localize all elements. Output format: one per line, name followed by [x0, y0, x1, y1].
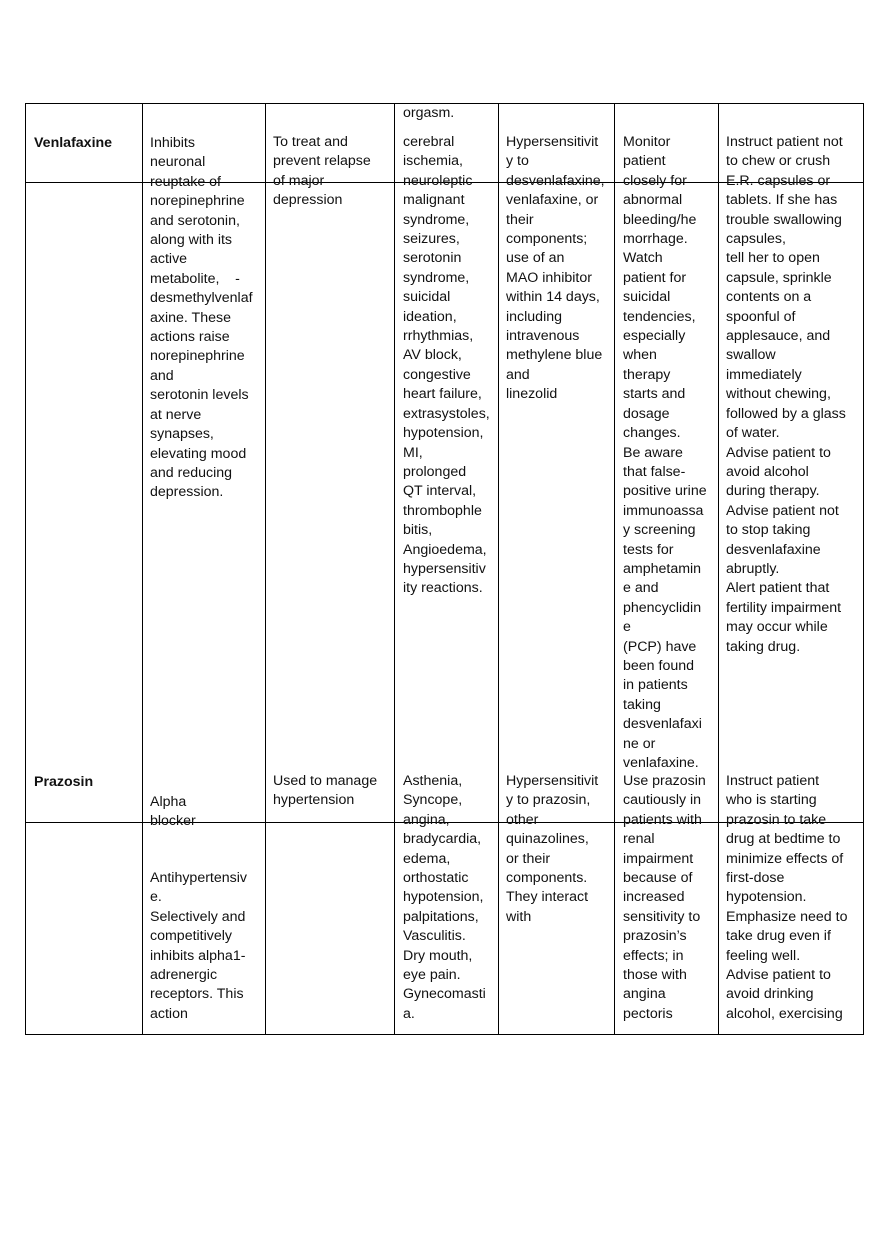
cell-line: especially: [623, 328, 686, 345]
cell-line: angina,: [403, 811, 450, 828]
column-border: [394, 103, 395, 1035]
cell-line: elevating mood: [150, 445, 247, 462]
cell-line: prazosin to take: [726, 811, 827, 828]
cell-line: Hypersensitivit: [506, 134, 599, 150]
cell-line: to stop taking: [726, 522, 811, 539]
cell-line: a.: [403, 1005, 415, 1022]
indication-cell: [273, 133, 371, 211]
cell-line: during therapy.: [726, 483, 820, 500]
cell-line: minimize effects of: [726, 850, 844, 867]
cell-line: their: [506, 211, 534, 228]
cell-line: renal: [623, 831, 655, 848]
cell-line: morrhage.: [623, 231, 688, 248]
cell-line: axine. These: [150, 309, 231, 326]
cell-line: norepinephrine: [150, 193, 245, 210]
cell-line: linezolid: [506, 386, 558, 403]
indication-cell: [273, 772, 377, 811]
cell-line: heart failure,: [403, 386, 482, 403]
cell-line: dosage: [623, 405, 670, 422]
cell-line: hypersensitiv: [403, 560, 486, 577]
cell-line: changes.: [623, 425, 681, 442]
cell-line: feeling well.: [726, 947, 801, 964]
cell-line: metabolite, -: [150, 270, 240, 287]
cell-line: MAO inhibitor: [506, 269, 592, 286]
adverse-effects-cell: [403, 133, 490, 599]
cell-line: neuronal: [150, 154, 206, 171]
cell-line: impairment: [623, 850, 694, 867]
cell-line: inhibits alpha1-: [150, 947, 246, 964]
cell-line: ischemia,: [403, 153, 463, 170]
cell-line: or their: [506, 850, 551, 867]
cell-line: along with its: [150, 232, 233, 249]
cell-line: immediately: [726, 366, 802, 383]
cell-line: syndrome,: [403, 211, 470, 228]
cell-line: Hypersensitivit: [506, 773, 599, 789]
cell-line: swallow: [726, 347, 776, 364]
continued-text: orgasm.: [403, 105, 455, 121]
mechanism-cell: [150, 869, 247, 1024]
cell-line: y screening: [623, 522, 696, 539]
cell-line: bradycardia,: [403, 831, 482, 848]
cell-line: Advise patient to: [726, 444, 831, 461]
cell-line: y to: [506, 153, 529, 170]
cell-line: AV block,: [403, 347, 462, 364]
cell-line: e and: [623, 580, 659, 597]
cell-line: Advise patient not: [726, 502, 839, 519]
cell-line: hypotension,: [403, 889, 484, 906]
cell-line: orthostatic: [403, 870, 469, 887]
cell-line: prevent relapse: [273, 153, 371, 170]
cell-line: extrasystoles,: [403, 405, 490, 422]
cell-line: sensitivity to: [623, 908, 701, 925]
mechanism-cell: [150, 793, 196, 832]
cell-line: prolonged: [403, 463, 467, 480]
cell-line: and: [506, 366, 530, 383]
cell-line: Alpha: [150, 794, 187, 810]
cell-line: patient: [623, 153, 666, 170]
cell-line: to chew or crush: [726, 153, 831, 170]
cell-line: taking: [623, 696, 661, 713]
cell-line: abnormal: [623, 192, 683, 209]
adverse-effects-cell: [403, 772, 486, 1024]
cell-line: palpitations,: [403, 908, 479, 925]
cell-line: e: [623, 619, 631, 636]
contraindications-cell: [506, 772, 598, 927]
cell-line: patients with: [623, 811, 702, 828]
cell-line: ity reactions.: [403, 580, 483, 597]
cell-line: and reducing: [150, 464, 233, 481]
cell-line: because of: [623, 870, 693, 887]
cell-line: venlafaxine.: [623, 755, 699, 771]
cell-line: receptors. This: [150, 986, 244, 1003]
cell-line: seizures,: [403, 231, 460, 248]
cell-line: contents on a: [726, 289, 812, 306]
cell-line: depression: [273, 192, 343, 209]
mechanism-cell: [150, 134, 253, 503]
cell-line: cautiously in: [623, 792, 702, 809]
cell-line: that false-: [623, 463, 686, 480]
cell-line: hypertension: [273, 792, 355, 809]
cell-line: Antihypertensiv: [150, 870, 247, 886]
cell-line: prazosin’s: [623, 928, 687, 945]
cell-line: abruptly.: [726, 560, 780, 577]
cell-line: eye pain.: [403, 967, 461, 984]
cell-line: increased: [623, 889, 685, 906]
cell-line: desvenlafaxine: [726, 541, 821, 558]
cell-line: tests for: [623, 541, 674, 558]
cell-line: Monitor: [623, 134, 671, 150]
cell-line: hypotension.: [726, 889, 807, 906]
cell-line: Vasculitis.: [403, 928, 466, 945]
nursing-considerations-cell: [623, 772, 706, 1024]
cell-line: including: [506, 308, 563, 325]
cell-line: competitively: [150, 928, 233, 945]
cell-line: Alert patient that: [726, 580, 830, 597]
cell-line: Used to manage: [273, 773, 378, 789]
cell-line: amphetamin: [623, 560, 702, 577]
cell-line: tell her to open: [726, 250, 820, 267]
cell-line: serotonin levels: [150, 387, 249, 404]
cell-line: venlafaxine, or: [506, 192, 599, 209]
cell-line: capsules,: [726, 231, 786, 248]
column-border: [142, 103, 143, 1035]
cell-line: fertility impairment: [726, 599, 842, 616]
cell-line: without chewing,: [726, 386, 831, 403]
table-bottom-border: [25, 1034, 864, 1035]
cell-line: action: [150, 1005, 188, 1022]
cell-line: ne or: [623, 735, 656, 752]
cell-line: QT interval,: [403, 483, 477, 500]
cell-line: may occur while: [726, 619, 828, 636]
cell-line: cerebral: [403, 134, 455, 150]
cell-line: norepinephrine: [150, 348, 245, 365]
cell-line: desmethylvenlaf: [150, 290, 253, 307]
cell-line: Dry mouth,: [403, 947, 473, 964]
cell-line: suicidal: [403, 289, 451, 306]
cell-line: y to prazosin,: [506, 792, 591, 809]
cell-line: bitis,: [403, 522, 433, 539]
cell-line: rrhythmias,: [403, 328, 474, 345]
cell-line: of water.: [726, 425, 780, 442]
cell-line: Instruct patient not: [726, 134, 843, 150]
cell-line: actions raise: [150, 329, 230, 346]
cell-line: depression.: [150, 484, 224, 501]
cell-line: first-dose: [726, 870, 785, 887]
cell-line: Angioedema,: [403, 541, 487, 558]
cell-line: drug at bedtime to: [726, 831, 841, 848]
cell-line: syndrome,: [403, 269, 470, 286]
cell-line: closely for: [623, 172, 687, 189]
cell-line: malignant: [403, 192, 465, 209]
cell-line: MI,: [403, 444, 423, 461]
patient-teaching-cell: [726, 772, 847, 1024]
cell-line: E.R. capsules or: [726, 172, 831, 189]
cell-line: taking drug.: [726, 638, 801, 655]
cell-line: components.: [506, 870, 588, 887]
cell-line: synapses,: [150, 426, 214, 443]
cell-line: Selectively and: [150, 908, 246, 925]
cell-line: Asthenia,: [403, 773, 463, 789]
cell-line: Syncope,: [403, 792, 463, 809]
cell-line: applesauce, and: [726, 328, 831, 345]
cell-line: other: [506, 811, 539, 828]
cell-line: (PCP) have: [623, 638, 697, 655]
cell-line: spoonful of: [726, 308, 796, 325]
cell-line: positive urine: [623, 483, 707, 500]
cell-line: They interact: [506, 889, 589, 906]
cell-line: immunoassa: [623, 502, 704, 519]
cell-line: quinazolines,: [506, 831, 589, 848]
cell-line: been found: [623, 657, 695, 674]
cell-line: neuroleptic: [403, 172, 473, 189]
cell-line: with: [506, 908, 532, 925]
cell-line: use of an: [506, 250, 565, 267]
cell-line: capsule, sprinkle: [726, 269, 832, 286]
cell-line: phencyclidin: [623, 599, 702, 616]
column-border: [718, 103, 719, 1035]
cell-line: when: [623, 347, 657, 364]
cell-line: Advise patient to: [726, 967, 831, 984]
cell-line: Watch: [623, 250, 663, 267]
column-border: [498, 103, 499, 1035]
cell-line: Inhibits: [150, 135, 195, 151]
patient-teaching-cell: [726, 133, 846, 657]
cell-line: Instruct patient: [726, 773, 820, 789]
cell-line: avoid drinking: [726, 986, 814, 1003]
cell-line: Emphasize need to: [726, 908, 848, 925]
cell-line: components;: [506, 231, 588, 248]
cell-line: active: [150, 251, 188, 268]
cell-line: tablets. If she has: [726, 192, 838, 209]
cell-line: suicidal: [623, 289, 671, 306]
cell-line: followed by a glass: [726, 405, 846, 422]
cell-line: bleeding/he: [623, 211, 697, 228]
cell-line: angina: [623, 986, 666, 1003]
column-border: [25, 103, 26, 1035]
nursing-considerations-cell: [623, 133, 707, 773]
cell-line: edema,: [403, 850, 451, 867]
cell-line: adrenergic: [150, 967, 218, 984]
cell-line: reuptake of: [150, 173, 221, 190]
cell-line: tendencies,: [623, 308, 696, 325]
cell-line: starts and: [623, 386, 686, 403]
cell-line: methylene blue: [506, 347, 603, 364]
cell-line: pectoris: [623, 1005, 673, 1022]
cell-line: serotonin: [403, 250, 462, 267]
column-border: [265, 103, 266, 1035]
cell-line: effects; in: [623, 947, 684, 964]
cell-line: those with: [623, 967, 687, 984]
cell-line: take drug even if: [726, 928, 831, 945]
cell-line: patient for: [623, 269, 687, 286]
cell-line: Use prazosin: [623, 773, 706, 789]
drug-name: Prazosin: [34, 774, 94, 790]
cell-line: desvenlafaxine,: [506, 172, 605, 189]
cell-line: e.: [150, 889, 162, 906]
cell-line: intravenous: [506, 328, 580, 345]
cell-line: desvenlafaxi: [623, 716, 702, 733]
cell-line: Be aware: [623, 444, 683, 461]
cell-line: ideation,: [403, 308, 457, 325]
cell-line: and: [150, 367, 174, 384]
cell-line: thrombophle: [403, 502, 482, 519]
cell-line: who is starting: [726, 792, 817, 809]
cell-line: Gynecomasti: [403, 986, 486, 1003]
cell-line: in patients: [623, 677, 688, 694]
cell-line: at nerve: [150, 406, 202, 423]
drug-name: Venlafaxine: [34, 135, 113, 151]
cell-line: therapy: [623, 366, 671, 383]
cell-line: hypotension,: [403, 425, 484, 442]
column-border: [863, 103, 864, 1035]
cell-line: blocker: [150, 813, 196, 830]
cell-line: To treat and: [273, 134, 348, 150]
cell-line: trouble swallowing: [726, 211, 842, 228]
column-border: [614, 103, 615, 1035]
cell-line: avoid alcohol: [726, 463, 809, 480]
cell-line: congestive: [403, 366, 471, 383]
cell-line: within 14 days,: [506, 289, 600, 306]
cell-line: and serotonin,: [150, 212, 240, 229]
cell-line: of major: [273, 172, 325, 189]
contraindications-cell: [506, 133, 605, 405]
cell-line: alcohol, exercising: [726, 1005, 843, 1022]
